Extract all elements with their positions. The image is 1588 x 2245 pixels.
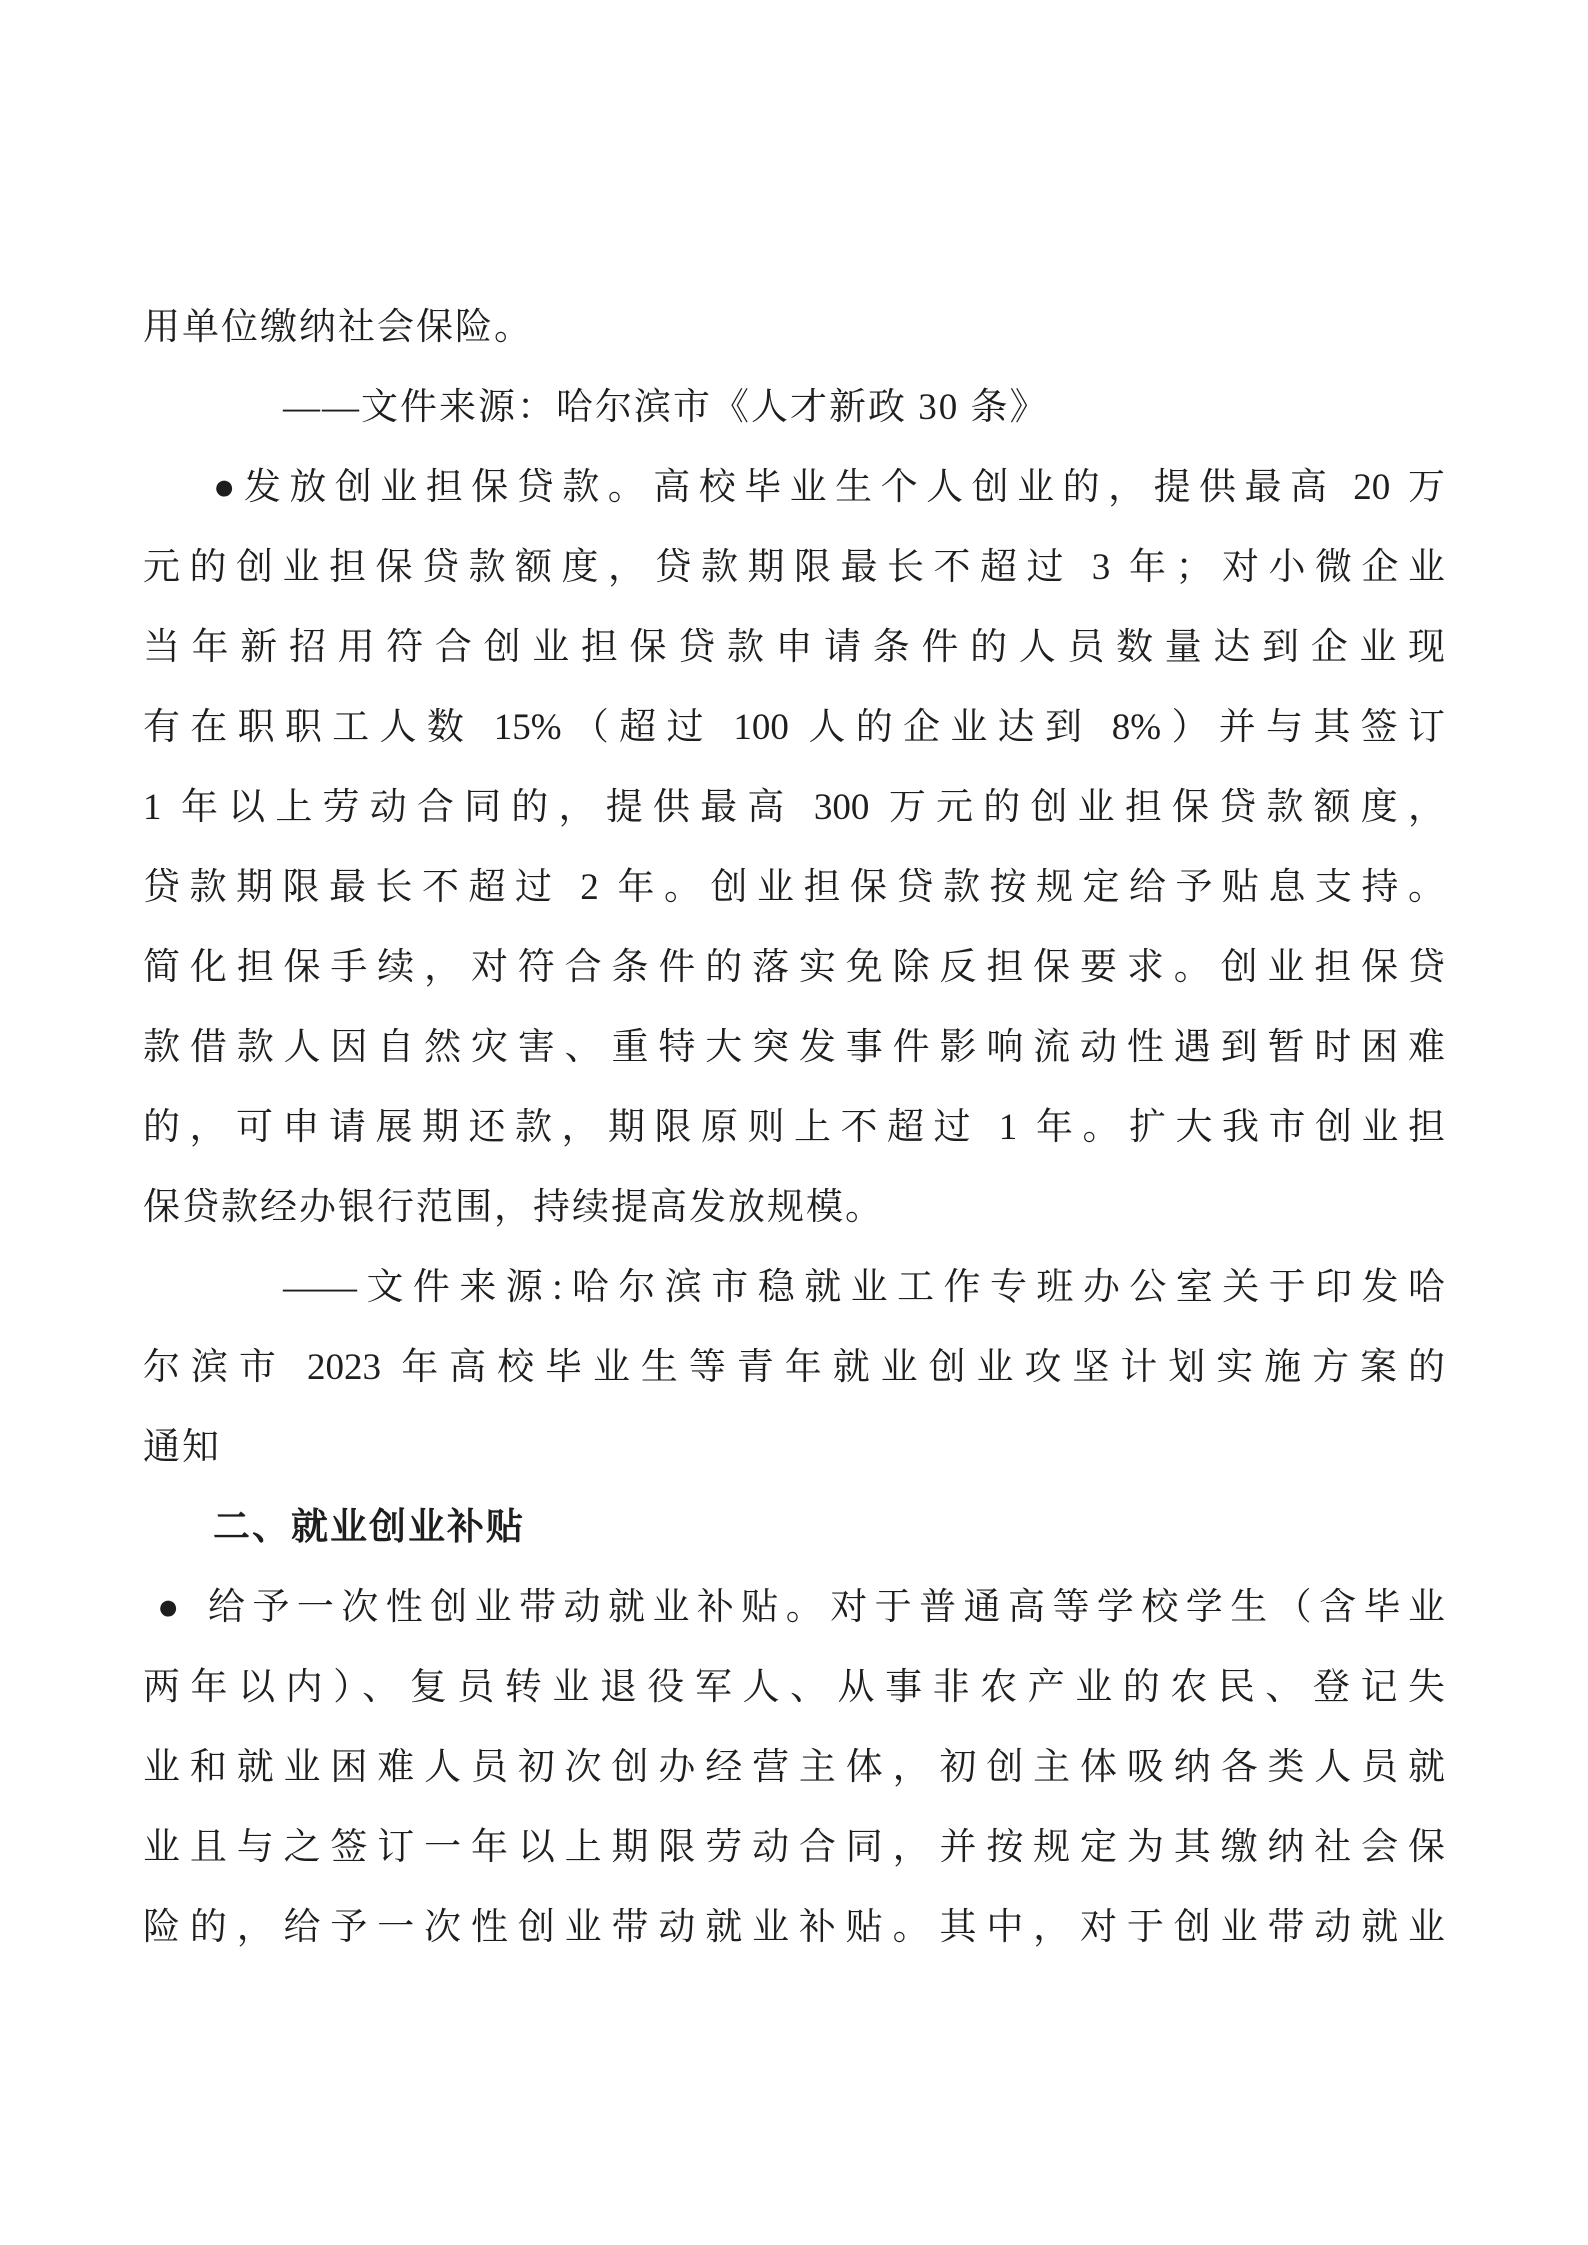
line-loan-paragraph-3: 当年新招用符合创业担保贷款申请条件的人员数量达到企业现 <box>143 627 1445 668</box>
line-social-insurance-end: 用单位缴纳社会保险。 <box>143 307 533 348</box>
line-loan-paragraph-2: 元的创业担保贷款额度，贷款期限最长不超过 3 年；对小微企业 <box>143 547 1445 588</box>
line-subsidy-bullet-2: 两年以内）、复员转业退役军人、从事非农产业的农民、登记失 <box>143 1667 1445 1708</box>
line-subsidy-bullet-4: 业且与之签订一年以上期限劳动合同，并按规定为其缴纳社会保 <box>143 1827 1445 1868</box>
line-loan-paragraph-6: 贷款期限最长不超过 2 年。创业担保贷款按规定给予贴息支持。 <box>143 867 1445 908</box>
line-loan-paragraph-8: 款借款人因自然灾害、重特大突发事件影响流动性遇到暂时困难 <box>143 1027 1445 1068</box>
line-loan-paragraph-1: ●发放创业担保贷款。高校毕业生个人创业的，提供最高 20 万 <box>213 467 1445 508</box>
line-loan-paragraph-4: 有在职职工人数 15%（超过 100 人的企业达到 8%）并与其签订 <box>143 707 1445 748</box>
line-subsidy-bullet-3: 业和就业困难人员初次创办经营主体，初创主体吸纳各类人员就 <box>143 1747 1445 1788</box>
line-source-employment-plan-1: ——文件来源:哈尔滨市稳就业工作专班办公室关于印发哈 <box>283 1267 1445 1308</box>
line-subsidy-bullet-5: 险的，给予一次性创业带动就业补贴。其中，对于创业带动就业 <box>143 1907 1445 1948</box>
section-heading-subsidy: 二、就业创业补贴 <box>213 1507 525 1548</box>
line-loan-paragraph-10: 保贷款经办银行范围，持续提高发放规模。 <box>143 1187 884 1228</box>
line-source-talent-policy: ——文件来源：哈尔滨市《人才新政 30 条》 <box>283 387 1049 428</box>
text-block <box>143 288 1445 1968</box>
line-subsidy-bullet-1 <box>143 1568 1445 1648</box>
line-source-employment-plan-3: 通知 <box>143 1427 221 1468</box>
text-line-content: 给予一次性创业带动就业补贴。对于普通高等学校学生（含毕业 <box>208 1587 1445 1628</box>
list-bullet-icon: ● <box>157 1587 180 1628</box>
line-source-employment-plan-2: 尔滨市 2023 年高校毕业生等青年就业创业攻坚计划实施方案的 <box>143 1347 1445 1388</box>
line-loan-paragraph-9: 的，可申请展期还款，期限原则上不超过 1 年。扩大我市创业担 <box>143 1107 1445 1148</box>
line-loan-paragraph-7: 简化担保手续，对符合条件的落实免除反担保要求。创业担保贷 <box>143 947 1445 988</box>
line-loan-paragraph-5: 1 年以上劳动合同的，提供最高 300 万元的创业担保贷款额度， <box>143 787 1445 828</box>
